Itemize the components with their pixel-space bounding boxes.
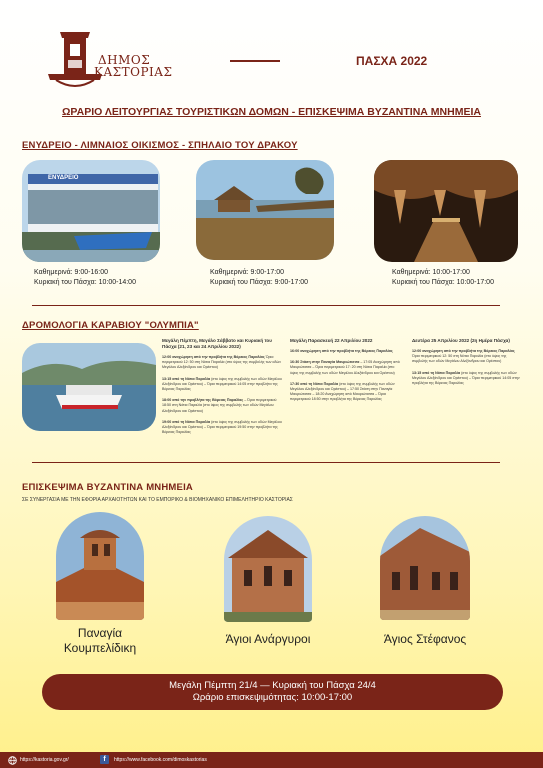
boat-schedule-col-2 [290, 338, 400, 409]
col-2-heading: Μεγάλη Παρασκευή 22 Απριλίου 2022 [290, 338, 373, 343]
aquarium-photo [22, 160, 160, 262]
aquarium-sign: ΕΝΥΔΡΕΙΟ [48, 175, 79, 181]
footer [0, 752, 543, 768]
col-3-entry-2: 13:15 από τη Νότια Παραλία (στο ύψος της συμβολής των οδών Μεγάλου Αλεξάνδρου και Ορέστου) – Όρια περιμετρικού 14:05 στην προβλήτα της Βόρειας Παραλίας [412, 370, 520, 386]
boat-schedule-col-3 [412, 338, 522, 392]
lake-settlement-easter-hours: Κυριακή του Πάσχα: 9:00-17:00 [210, 279, 309, 286]
boat-title: ΔΡΟΜΟΛΟΓΙΑ ΚΑΡΑΒΙΟΥ "ΟΛΥΜΠΙΑ" [22, 320, 199, 331]
logo-line-2: ΚΑΣΤΟΡΙΑΣ [94, 65, 173, 79]
aquarium-hours [34, 268, 136, 288]
facebook-icon: f [100, 755, 109, 764]
cave-weekday-hours: Καθημερινά: 10:00-17:00 [392, 269, 470, 276]
aquarium-easter-hours: Κυριακή του Πάσχα: 10:00-14:00 [34, 279, 136, 286]
header-divider [230, 60, 280, 62]
attractions-divider [32, 305, 500, 306]
agioi-anargyroi-label: Άγιοι Ανάργυροι [225, 632, 311, 646]
lake-settlement-photo [196, 160, 334, 260]
globe-icon [8, 756, 17, 765]
visiting-hours-banner [42, 674, 503, 710]
main-title: ΩΡΑΡΙΟ ΛΕΙΤΟΥΡΓΙΑΣ ΤΟΥΡΙΣΤΙΚΩΝ ΔΟΜΩΝ - ΕΠΙΣΚΕΨΙΜΑ ΒΥΖΑΝΤΙΝΑ ΜΝΗΜΕΙΑ [62, 106, 481, 118]
logo-line-1: ΔΗΜΟΣ [98, 53, 151, 67]
monuments-subtitle: ΣΕ ΣΥΝΕΡΓΑΣΙΑ ΜΕ ΤΗΝ ΕΦΟΡΙΑ ΑΡΧΑΙΟΤΗΤΩΝ ΚΑΙ ΤΟ ΕΜΠΟΡΙΚΟ & ΒΙΟΜΗΧΑΝΙΚΟ ΕΠΙΜΕΛΗΤΗΡΙΟ ΚΑΣΤΟΡΙΑΣ [22, 497, 293, 503]
col-1-entry-3: 18:00 από την προβλήτα της Βόρειας Παραλίας – Όρια περιμετρικού 18:50 στη Νότια Παραλία (στο ύψος της συμβολής των οδών Μεγάλου Αλεξάνδρου και Ορέστου) [162, 398, 277, 413]
col-3-entry-1: 12:00 αναχώρηση από την προβλήτα της Βόρειας Παραλίας Όρια περιμετρικού 12: 50 στη Νότια Παραλία (στο ύψος της συμβολής των οδών Μεγάλου Αλεξάνδρου και Ορέστου) [412, 349, 515, 364]
col-1-entry-2: 13:15 από τη Νότια Παραλία (στο ύψος της συμβολής των οδών Μεγάλου Αλεξάνδρου και Ορέστου) – Όρια περιμετρικού 14:05 στην προβλήτα της Βόρειας Παραλίας [162, 376, 282, 392]
boat-divider [32, 462, 500, 463]
banner-hours: Ωράριο επισκεψιμότητας: 10:00-17:00 [192, 692, 353, 703]
boat-photo [22, 343, 156, 431]
castle-tower-icon [46, 28, 104, 90]
agios-stefanos-photo [380, 516, 470, 620]
panagia-koumpelidiki-photo [56, 512, 144, 620]
facebook-link[interactable]: https://www.facebook.com/dimoskastorias [114, 757, 207, 763]
monuments-title: ΕΠΙΣΚΕΨΙΜΑ ΒΥΖΑΝΤΙΝΑ ΜΝΗΜΕΙΑ [22, 482, 193, 493]
agios-stefanos-label: Άγιος Στέφανος [383, 632, 467, 646]
lake-settlement-hours [210, 268, 308, 288]
panagia-koumpelidiki-label: Παναγία Κουμπελίδικη [63, 626, 137, 655]
logo [38, 28, 174, 90]
attractions-title: ΕΝΥΔΡΕΙΟ - ΛΙΜΝΑΙΟΣ ΟΙΚΙΣΜΟΣ - ΣΠΗΛΑΙΟ ΤΟΥ ΔΡΑΚΟΥ [22, 140, 298, 151]
cave-easter-hours: Κυριακή του Πάσχα: 10:00-17:00 [392, 279, 494, 286]
lake-settlement-weekday-hours: Καθημερινά: 9:00-17:00 [210, 269, 285, 276]
agioi-anargyroi-photo [224, 516, 312, 622]
aquarium-weekday-hours: Καθημερινά: 9:00-16:00 [34, 269, 109, 276]
col-1-entry-1: 12:00 αναχώρηση από την προβλήτα της Βόρειας Παραλίας Όρια περιμετρικού 12: 50 στη Νότια Παραλία (στο ύψος της συμβολής των οδών Μεγάλου Αλεξάνδρου και Ορέστου) [162, 355, 282, 370]
banner-dates: Μεγάλη Πέμπτη 21/4 — Κυριακή του Πάσχα 24/4 [169, 680, 376, 691]
boat-schedule-col-1 [162, 338, 286, 441]
col-2-entry-3: 17:30 από τη Νότια Παραλία (στο ύψος της συμβολής των οδών Μεγάλου Αλεξάνδρου και Ορέστου) – 17:50 Στάση στην Παναγία Μαυριώτισσα – 18:20 Αναχώρηση από Μαυριώτισσα – Όρια περιμετρικού 18:50 στην προβλήτα της Βόρειας Παραλίας [290, 381, 395, 402]
website-link[interactable]: https://kastoria.gov.gr/ [20, 757, 69, 763]
col-2-entry-2: 16:30 Στάση στην Παναγία Μαυριώτισσα – 17:05 Αναχώρηση από Μαυριώτισσα – Όρια περιμετρικού 17: 20 στη Νότια Παραλία (στο ύψος της συμβολής των οδών Μεγάλου Αλεξάνδρου και Ορέστου) [290, 360, 400, 375]
dragon-cave-photo [374, 160, 518, 262]
col-2-entry-1: 16:00 αναχώρηση από την προβλήτα της Βόρειας Παραλίας [290, 349, 393, 353]
cave-hours [392, 268, 494, 288]
col-3-heading: Δευτέρα 25 Απριλίου 2022 (2η Ημέρα Πάσχα) [412, 338, 510, 343]
easter-title: ΠΑΣΧΑ 2022 [356, 54, 428, 68]
col-1-heading: Μεγάλη Πέμπτη, Μεγάλο Σάββατο και Κυριακή του Πάσχα (21, 23 και 24 Απριλίου 2022) [162, 338, 272, 349]
col-1-entry-4: 19:00 από τη Νότια Παραλία (στο ύψος της συμβολής των οδών Μεγάλου Αλεξάνδρου και Ορέστου) – Όρια περιμετρικού 19:50 στην προβλήτα της Βόρειας Παραλίας [162, 419, 282, 435]
